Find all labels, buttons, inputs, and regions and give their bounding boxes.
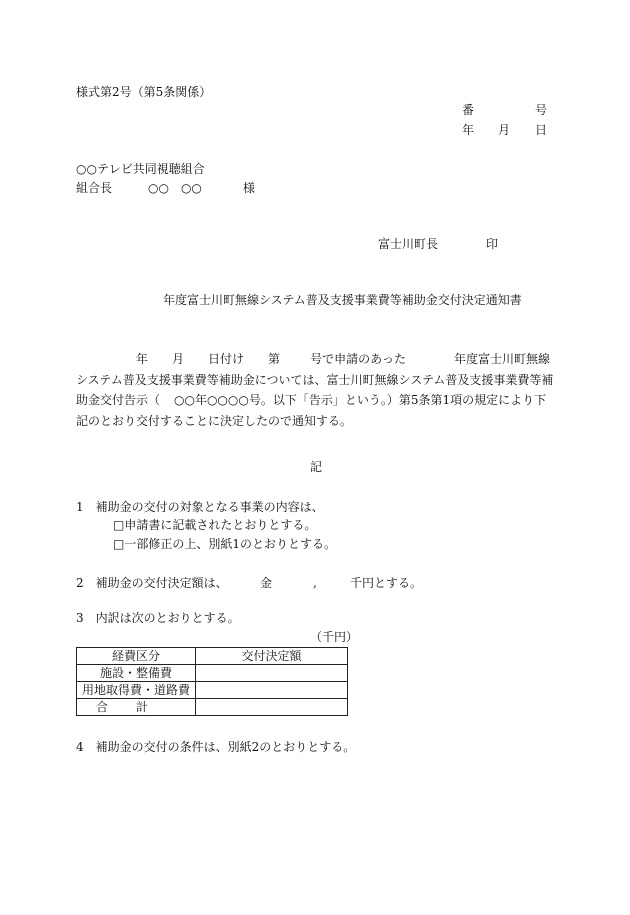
body-line3-end: ○○年○○○○号。以下「告示」という。）第5条第1項の規定により下 xyxy=(174,393,547,407)
document-title: 年度富士川町無線システム普及支援事業費等補助金交付決定通知書 xyxy=(163,293,522,307)
number-ban-label: 番 xyxy=(462,103,475,117)
recipient-honorific: 様 xyxy=(243,181,256,195)
date-month-label: 月 xyxy=(498,123,511,137)
table-row xyxy=(77,665,348,682)
table-cell-category: 用地取得費・道路費 xyxy=(77,682,196,699)
body-month: 月 xyxy=(172,352,185,366)
item-1: 1 補助金の交付の対象となる事業の内容は、 xyxy=(76,500,324,514)
date-day-label: 日 xyxy=(535,123,548,137)
sender-seal: 印 xyxy=(486,237,499,251)
item-2-kin: 金 xyxy=(260,576,273,590)
body-line1-end: 年度富士川町無線 xyxy=(453,352,550,366)
body-line1-rest: 号で申請のあった xyxy=(310,352,406,366)
body-line3-start: 助金交付告示（ xyxy=(76,393,161,407)
body-line-2: システム普及支援事業費等補助金については、富士川町無線システム普及支援事業費等補 xyxy=(76,372,554,387)
item-3: 3 内訳は次のとおりとする。 xyxy=(76,611,240,625)
breakdown-table xyxy=(76,647,348,716)
date-year-label: 年 xyxy=(462,123,475,137)
sender-name: 富士川町長 xyxy=(378,237,439,251)
table-cell-amount xyxy=(196,682,348,699)
body-year: 年 xyxy=(136,352,149,366)
item-2-start: 2 補助金の交付決定額は、 xyxy=(76,576,228,590)
table-cell-amount xyxy=(196,665,348,682)
body-line-3 xyxy=(76,390,561,411)
body-dai: 第 xyxy=(268,352,281,366)
number-go-label: 号 xyxy=(535,103,548,117)
item-2-comma: , xyxy=(313,576,317,590)
table-header-category: 経費区分 xyxy=(77,648,196,665)
recipient-title: 組合長 xyxy=(76,181,113,195)
item-1-option-b: □一部修正の上、別紙1のとおりとする。 xyxy=(113,537,336,551)
table-cell-amount xyxy=(196,699,348,716)
recipient-name: ○○ ○○ xyxy=(148,181,202,195)
form-label: 様式第2号（第5条関係） xyxy=(76,85,212,99)
body-line-1 xyxy=(76,349,561,370)
ki-heading: 記 xyxy=(310,460,323,474)
table-header-row xyxy=(77,648,348,665)
table-cell-category: 施設・整備費 xyxy=(77,665,196,682)
table-header-amount: 交付決定額 xyxy=(196,648,348,665)
item-1-option-a: □申請書に記載されたとおりとする。 xyxy=(113,518,317,532)
body-line-4: 記のとおり交付することに決定したので通知する。 xyxy=(76,413,353,428)
recipient-association: ○○テレビ共同視聴組合 xyxy=(76,162,205,176)
table-row xyxy=(77,699,348,716)
table-cell-total-label: 合計 xyxy=(77,699,196,716)
item-4: 4 補助金の交付の条件は、別紙2のとおりとする。 xyxy=(76,740,356,754)
item-2-end: 千円とする。 xyxy=(350,576,423,590)
body-paragraph xyxy=(76,349,561,431)
body-date: 日付け xyxy=(208,352,245,366)
table-row xyxy=(77,682,348,699)
table-unit-label: （千円） xyxy=(310,630,359,644)
